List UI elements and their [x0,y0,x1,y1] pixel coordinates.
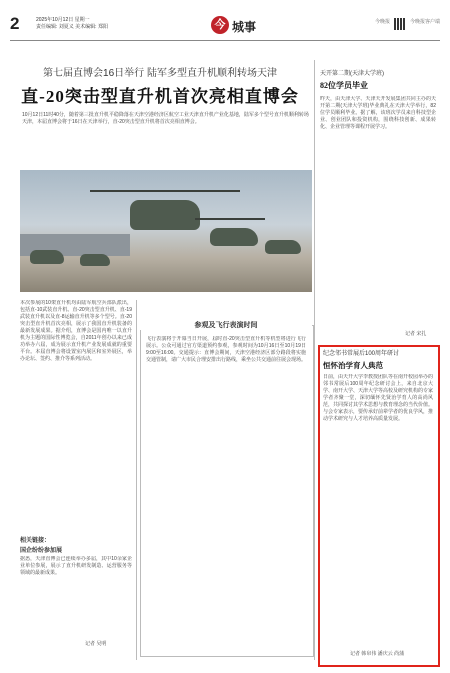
helicopter-main [130,200,200,230]
rotor-blade [90,190,240,192]
helicopter [80,254,110,266]
helicopter [30,250,64,264]
issue-date-block [36,17,108,31]
section-logo-icon: 今 [211,16,229,34]
right-headline: 82位学员毕业 [320,81,368,90]
column-divider [314,60,315,660]
helicopter [210,228,258,246]
section-name: 城事 [232,20,257,34]
info-box-title: 参观及飞行表演时间 [140,320,312,330]
helicopter [265,240,301,254]
feature-byline: 记者 韩帛伟 潘庆云 尚蒲 [350,651,405,657]
info-box-text: 飞行表演将于开幕当日开展，届时直-20突击型直升机等机型将进行飞行展示。公众可通过官方渠道预约参观，参观时间为10月16日至10月19日9:00至16:00。交通提示：直博会期间，天津空港经济区部分路段将实施交通管制，请广大市民合理安排出行路线，乘坐公共交通前往展会现场。 [146,336,306,363]
left-byline: 记者 吴明 [85,641,107,647]
brand-name: 今晚报 [374,19,390,25]
left-subhead: 相关链接： [20,538,51,544]
header-brands [375,18,440,30]
editor-credit: 责任编辑: 刘夏义 美术编辑: 郑阳 [36,24,108,30]
main-headline: 直-20突击型直升机首次亮相直博会 [21,87,299,106]
main-kicker: 第七届直博会16日举行 陆军多型直升机顺利转场天津 [43,68,277,79]
feature-text: 日前，由天开大学李教授团队等在南开校园举办的邻书常展后100周年纪念研讨会上，来自北京大学、南开大学、天津大学等高校及研究机构的专家学者齐聚一堂，深切缅怀先贤治学育人的高尚风范，共同探讨其学术思想与教育理念的当代价值。与会专家表示，要传承好前辈学者的优良学风，推动学术研究与人才培养高质量发展。 [323,374,433,422]
left-column-text: 本次参展的10架直升机均由陆军航空兵部队派出，包括直-10武装直升机、直-20突击型直升机、直-19武装直升机以及直-8运输直升机等多个型号。直-20突击型直升机首次亮相，展示了我国直升机装备的最新发展成果。据介绍，直博会是国内唯一以直升机为主题的国际性博览会，自2011年创办以来已成功举办六届，成为展示直升机产业发展成就的重要平台。本届直博会将设置室内展区和室外展区，举办论坛、签约、推介等系列活动。 [20,300,132,362]
right-byline: 记者 宋扎 [405,331,427,337]
main-lead: 10月12日11时40分，随着第三批直升机平稳降落在天津空港经济区航空工业天津直升机产业化基地，陆军多个型号直升机顺利转场天津，本届直博会将于16日在天津举行，直-20突击型直升机将首次亮相直博会。 [22,112,309,125]
right-column-text: 昨天，由天津大学、天津天开发展集团共同主办的天开第二期(天津大学班)毕业典礼在天津大学举行，82位学员顺利毕业。据了解，该班次学员来自科技型企业、创业团队和投资机构，围绕科技创新、成果转化、企业管理等课程开展学习。 [320,96,436,130]
left-subhead-title: 国企纷纷参加展 [20,548,63,554]
left-column-text-2: 据悉，天津直博会已连续举办多届，其中10余家企业单位参展，展示了直升机研发制造、运营服务等领域的最新成果。 [20,556,132,576]
column-divider [136,300,137,660]
brand-app-name: 今晚报客户端 [409,19,440,25]
rotor-blade [195,218,265,220]
feature-headline: 恒怀治学育人典范 [323,361,383,370]
page-number: 2 [10,14,20,33]
feature-kicker: 纪念邻书常展后100周年研讨 [323,351,400,357]
issue-date: 2025年10月12日 星期一 [36,17,90,23]
right-kicker: 天开第二期(天津大学班) [320,71,384,77]
helicopter-photo [20,170,312,292]
qr-code-icon [394,18,406,30]
page-header [10,14,440,40]
header-divider [10,40,440,41]
